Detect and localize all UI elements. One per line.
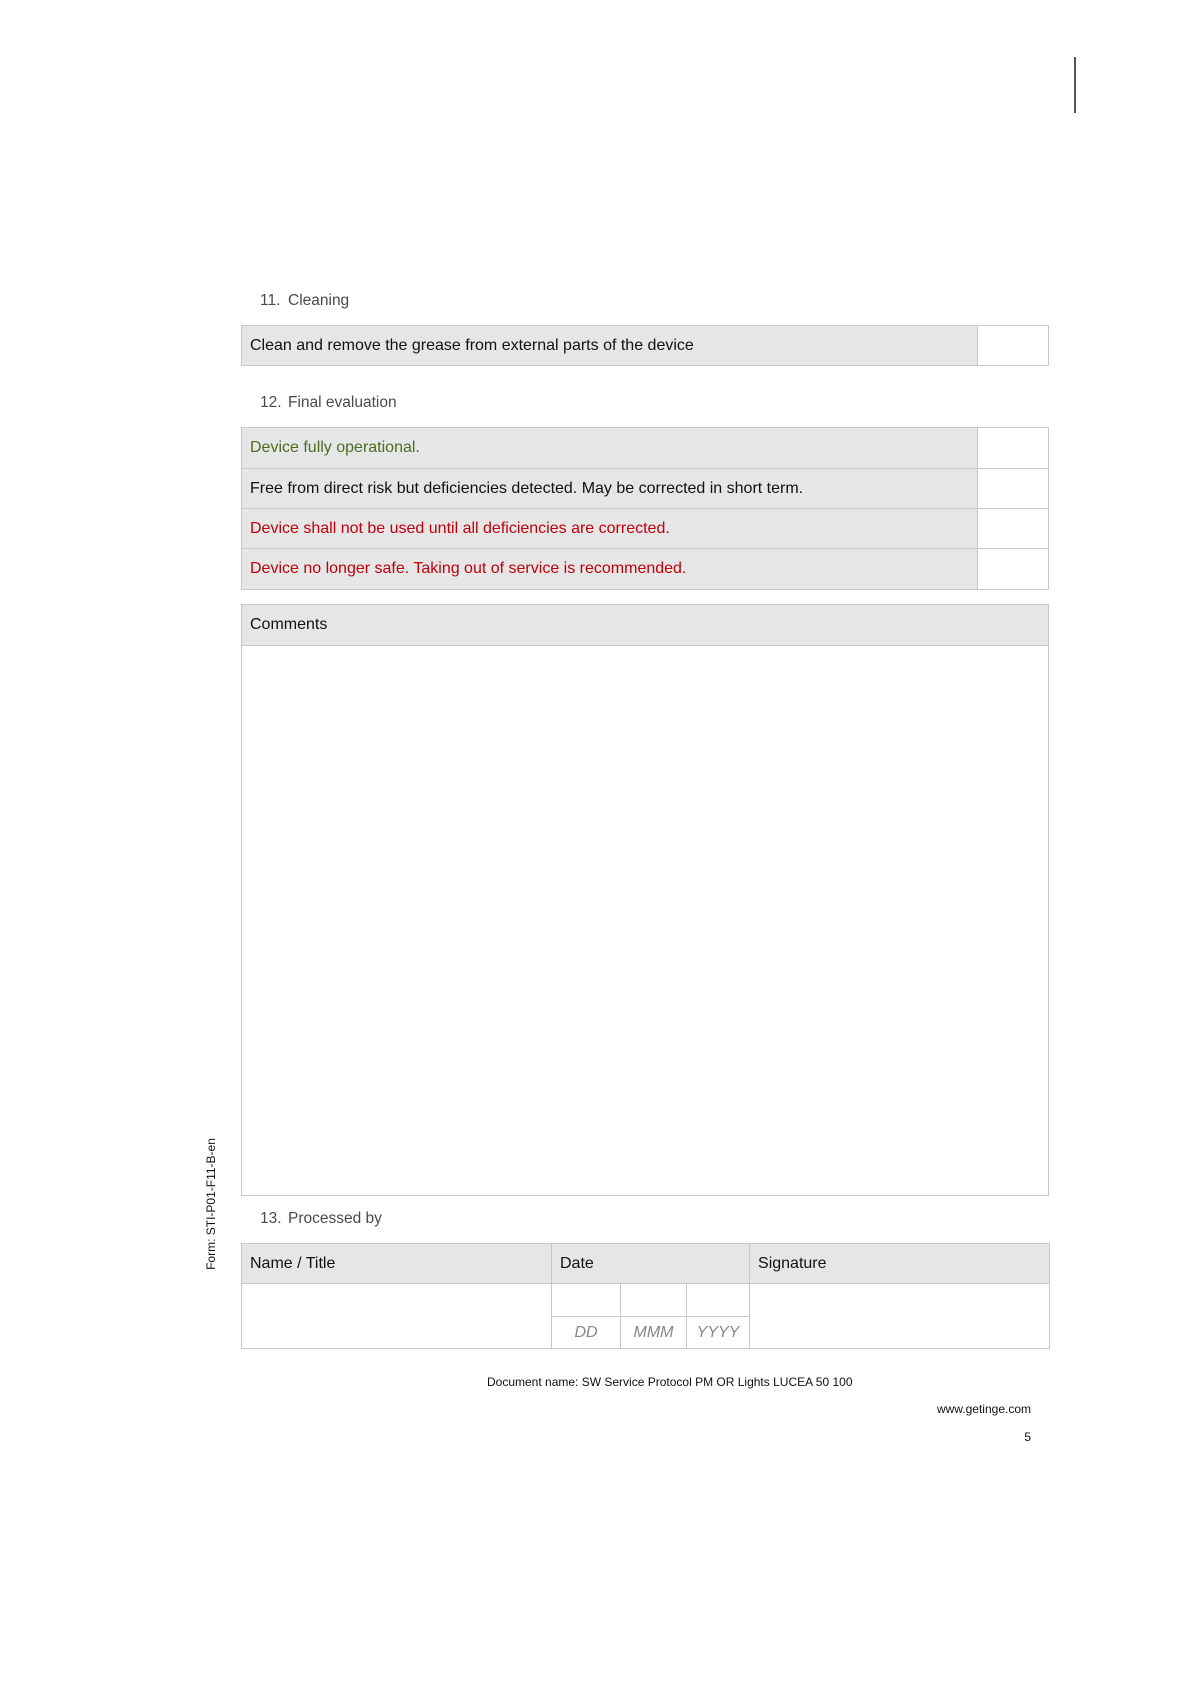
date-year-field[interactable] [687,1284,750,1317]
section-heading-processed-by [260,1210,382,1228]
date-day-hint: DD [552,1317,621,1349]
section-heading-final-evaluation [260,394,397,412]
date-year-hint: YYYY [687,1317,750,1349]
section-title: Cleaning [288,292,350,309]
table-row [242,509,1049,549]
table-row [242,469,1049,509]
comments-label: Comments [242,605,1048,646]
final-evaluation-table [241,427,1049,590]
form-id-label: Form: STI-P01-F11-B-en [204,1138,218,1270]
section-title: Final evaluation [288,394,397,411]
section-number: 11. [260,292,281,309]
date-header: Date [552,1244,750,1284]
evaluation-checkbox-operational[interactable] [978,428,1049,469]
comments-area[interactable] [242,646,1048,1195]
table-row [242,1244,1050,1284]
evaluation-checkbox-not-safe[interactable] [978,549,1049,590]
evaluation-checkbox-do-not-use[interactable] [978,509,1049,549]
website-link[interactable]: www.getinge.com [936,1402,1031,1416]
section-number: 13. [260,1210,282,1227]
cleaning-item-label: Clean and remove the grease from external parts of the device [242,326,978,366]
evaluation-option-deficiencies: Free from direct risk but deficiencies detected. May be corrected in short term. [242,469,978,509]
cleaning-checkbox[interactable] [978,326,1049,366]
date-month-field[interactable] [621,1284,687,1317]
date-day-field[interactable] [552,1284,621,1317]
section-number: 12. [260,394,282,411]
header-divider [1074,57,1076,113]
section-title: Processed by [288,1210,382,1227]
evaluation-checkbox-deficiencies[interactable] [978,469,1049,509]
name-title-field[interactable] [242,1284,552,1349]
cleaning-table [241,325,1049,366]
signature-header: Signature [750,1244,1050,1284]
date-month-hint: MMM [621,1317,687,1349]
processed-by-table [241,1243,1050,1349]
evaluation-option-not-safe: Device no longer safe. Taking out of service is recommended. [242,549,978,590]
document-name: Document name: SW Service Protocol PM OR Lights LUCEA 50 100 [487,1375,853,1389]
name-title-header: Name / Title [242,1244,552,1284]
signature-field[interactable] [750,1284,1050,1349]
table-row [242,326,1049,366]
section-heading-cleaning [260,292,349,310]
evaluation-option-do-not-use: Device shall not be used until all deficiencies are corrected. [242,509,978,549]
table-row [242,1284,1050,1317]
comments-box [241,604,1049,1196]
evaluation-option-operational: Device fully operational. [242,428,978,469]
page-number: 5 [1024,1430,1031,1444]
table-row [242,549,1049,590]
table-row [242,428,1049,469]
